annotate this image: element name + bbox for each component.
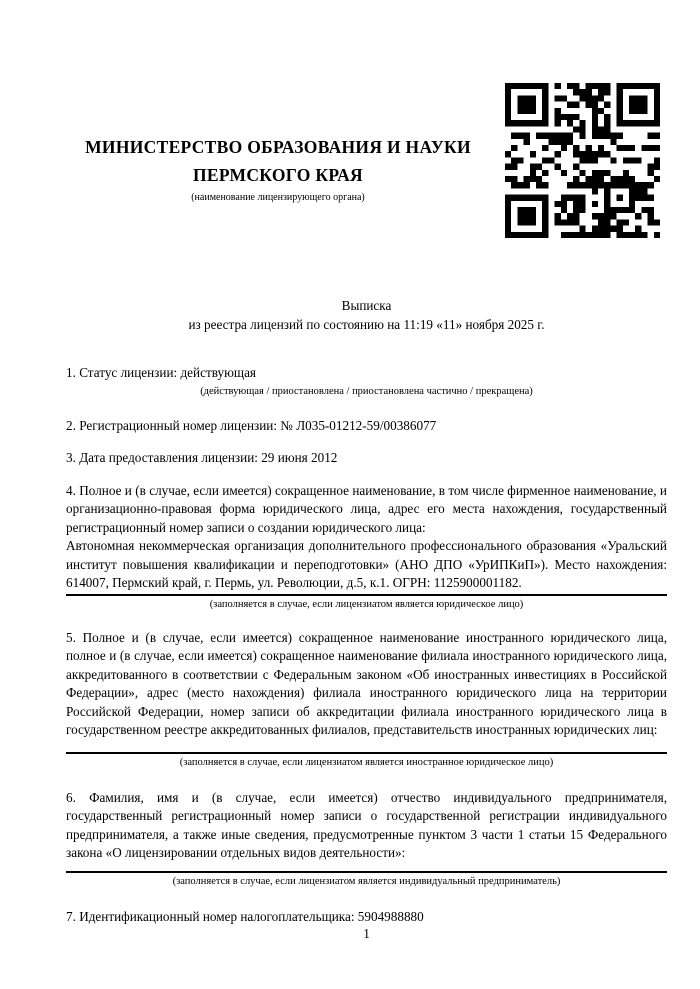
legal-entity-question: 4. Полное и (в случае, если имеется) сокращенное наименование, в том числе фирменное наименование, и организационно-правовая форма юридического лица, адрес его места нахождения, государственный регистрационный номер записи о создании юридического лица: — [66, 482, 667, 535]
taxpayer-number-item — [66, 908, 667, 927]
foreign-entity-item — [66, 629, 667, 769]
legal-entity-caption: (заполняется в случае, если лицензиатом является юридическое лицо) — [209, 598, 524, 610]
ministry-name-line1: МИНИСТЕРСТВО ОБРАЗОВАНИЯ И НАУКИ — [85, 137, 471, 157]
fill-in-line — [66, 871, 667, 873]
licensing-authority-caption: (наименование лицензирующего органа) — [191, 192, 365, 203]
fill-in-line — [66, 594, 667, 596]
license-status-item — [66, 364, 667, 398]
page-number: 1 — [363, 926, 370, 941]
taxpayer-number-text: 7. Идентификационный номер налогоплательщика: 5904988880 — [66, 908, 424, 924]
document-title-block — [66, 297, 667, 334]
document-subtitle: из реестра лицензий по состоянию на 11:19 «11» ноября 2025 г. — [188, 316, 545, 332]
fill-in-line — [66, 752, 667, 754]
qr-code — [505, 83, 660, 238]
legal-entity-answer: Автономная некоммерческая организация дополнительного профессионального образования «Уральский институт повышения квалификации и переподготовки» (АНО ДПО «УрИПКиП»). Место нахождения: 614007, Пермский край, г. Пермь, ул. Революции, д.5, к.1. ОГРН: 1125900001182. — [66, 538, 667, 590]
license-date-item — [66, 449, 667, 468]
document-body — [66, 364, 667, 926]
license-status-text: 1. Статус лицензии: действующая — [66, 365, 257, 380]
registration-number-text: 2. Регистрационный номер лицензии: № Л035-01212-59/00386077 — [66, 417, 437, 433]
entrepreneur-question: 6. Фамилия, имя и (в случае, если имеется) отчество индивидуального предпринимателя, государственный регистрационный номер записи о государственной регистрации индивидуального предпринимателя, а также иные сведения, предусмотренные пунктом 3 части 1 статьи 15 Федерального закона «О лицензировании отдельных видов деятельности»: — [66, 789, 667, 860]
license-date-text: 3. Дата предоставления лицензии: 29 июня 2012 — [66, 450, 338, 465]
registration-number-item — [66, 417, 667, 436]
document-title: Выписка — [341, 298, 392, 313]
entrepreneur-caption: (заполняется в случае, если лицензиатом является индивидуальный предприниматель) — [172, 875, 561, 887]
foreign-entity-question: 5. Полное и (в случае, если имеется) сокращенное наименование иностранного юридического лица, полное и (в случае, если имеется) сокращенное наименование филиала иностранного юридического лица, аккредитованного в соответствии с Федеральным законом «Об иностранных инвестициях в Российской Федерации», адрес (место нахождения) филиала иностранного юридического лица на территории Российской Федерации, номер записи об аккредитации филиала иностранного юридического лица в государственном реестре аккредитованных филиалов, представительств иностранных юридических лиц: — [66, 629, 667, 737]
entrepreneur-item — [66, 789, 667, 888]
foreign-entity-caption: (заполняется в случае, если лицензиатом является иностранное юридическое лицо) — [179, 756, 554, 768]
document-header — [66, 0, 490, 204]
legal-entity-item — [66, 482, 667, 611]
license-status-options-caption: (действующая / приостановлена / приостановлена частично / прекращена) — [200, 385, 533, 397]
ministry-name-line2: ПЕРМСКОГО КРАЯ — [193, 165, 363, 185]
